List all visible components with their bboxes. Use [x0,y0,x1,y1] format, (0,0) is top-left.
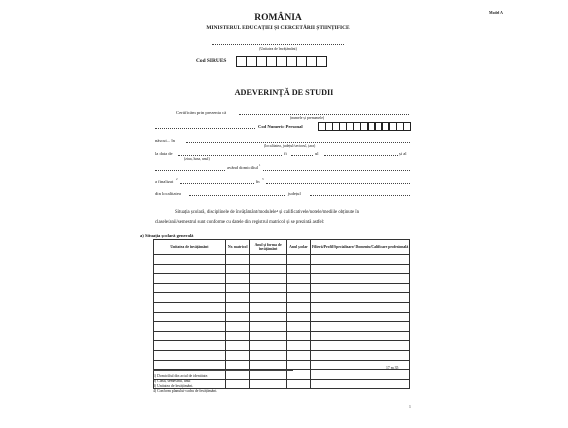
table-cell[interactable] [311,293,410,303]
table-cell[interactable] [250,341,286,351]
table-cell[interactable] [225,293,250,303]
table-cell[interactable] [154,293,226,303]
table-cell[interactable] [286,350,310,360]
table-cell[interactable] [250,274,286,284]
table-cell[interactable] [311,274,410,284]
county-text: județul [288,191,301,196]
name-hint: (numele și prenumele) [290,116,325,120]
table-cell[interactable] [154,331,226,341]
county-field[interactable] [310,195,410,196]
locality-field[interactable] [189,195,285,196]
father-name-field[interactable] [324,155,398,156]
cnp-boxes[interactable] [318,122,410,131]
table-cell[interactable] [250,293,286,303]
table-row [154,331,410,341]
unit-dotted-line [212,44,344,45]
document-title: ADEVERINȚĂ DE STUDII [234,88,334,97]
table-cell[interactable] [250,255,286,265]
table-cell[interactable] [286,312,310,322]
birthdate-field[interactable] [178,155,282,156]
footnote-1: 1) Domiciliul din actul de identitate. [153,374,209,378]
table-cell[interactable] [225,302,250,312]
table-cell[interactable] [225,341,250,351]
table-cell[interactable] [311,341,410,351]
domicile-field[interactable] [263,170,410,171]
table-cell[interactable] [311,312,410,322]
footnote-mark-3: 3 [262,177,264,181]
school-situation-table [153,239,410,389]
paragraph-line-2: clasele/anii/semestrul sunt conforme cu datele din registrul matricol și se prezintă astfel: [155,220,325,225]
table-cell[interactable] [286,274,310,284]
table-cell[interactable] [225,322,250,332]
table-cell[interactable] [225,255,250,265]
table-cell[interactable] [250,331,286,341]
table-cell[interactable] [286,293,310,303]
table-cell[interactable] [286,360,310,370]
table-cell[interactable] [225,283,250,293]
completed-text: a finalizat [155,179,174,184]
table-cell[interactable] [154,264,226,274]
table-cell[interactable] [311,255,410,265]
table-cell[interactable] [311,331,410,341]
table-cell[interactable] [154,302,226,312]
form-code: 17 m 35 [386,366,399,370]
table-cell[interactable] [225,379,250,389]
footnote-mark-1: 1 [259,163,261,167]
table-row [154,322,410,332]
col-header-school-year: Anul școlar [286,240,310,255]
gender-suffix-field[interactable] [291,155,313,156]
col-header-unit: Unitatea de învățământ [154,240,226,255]
table-cell[interactable] [311,370,410,380]
table-cell[interactable] [154,255,226,265]
domicile-text: având domiciliul [227,165,259,170]
table-row [154,283,410,293]
born-text: născut... în [155,138,175,143]
page-number: 1 [409,405,411,409]
certify-text: Certificăm prin prezenta că [176,110,227,115]
section-heading: a) Situația școlară generală [140,233,194,238]
table-cell[interactable] [286,255,310,265]
cnp-digit-box[interactable] [403,122,411,131]
table-cell[interactable] [311,302,410,312]
table-cell[interactable] [311,264,410,274]
of-text: ul [315,151,319,156]
table-cell[interactable] [250,322,286,332]
table-cell[interactable] [311,283,410,293]
paragraph-line-1: Situația școlară, disciplinele de învățământ/modulele⁴ și calificativele/notele/mediile obținute în [175,210,360,215]
table-cell[interactable] [286,341,310,351]
table-cell[interactable] [154,283,226,293]
father-son-text: fi [284,151,287,156]
birthplace-field[interactable] [186,142,410,143]
table-row [154,293,410,303]
table-cell[interactable] [154,350,226,360]
name-continued-field[interactable] [155,128,255,129]
table-cell[interactable] [250,283,286,293]
table-cell[interactable] [286,331,310,341]
table-row [154,255,410,265]
table-cell[interactable] [225,370,250,380]
sirues-digit-box[interactable] [316,56,327,67]
ministry-heading: MINISTERUL EDUCAȚIEI ȘI CERCETĂRII ȘTIINȚIFICE [206,25,350,31]
table-cell[interactable] [286,370,310,380]
table-cell[interactable] [225,274,250,284]
table-cell[interactable] [225,360,250,370]
table-cell[interactable] [250,350,286,360]
sirues-label: Cod SIRUES [196,58,227,64]
date-hint: (ziua, luna, anul) [184,157,210,161]
table-cell[interactable] [225,312,250,322]
table-row [154,312,410,322]
class-field[interactable] [180,183,254,184]
from-locality-text: din localitatea [155,191,181,196]
table-cell[interactable] [311,379,410,389]
locality-hint: (localitatea, județul/sectorul, țara) [264,144,316,148]
table-cell[interactable] [311,350,410,360]
table-cell[interactable] [311,322,410,332]
table-cell[interactable] [154,274,226,284]
table-header-row [154,240,410,255]
table-cell[interactable] [250,360,286,370]
col-header-specialization: Filieră/Profil/Specializare/ Domeniu/Calificare profesională [311,240,410,255]
table-cell[interactable] [154,360,226,370]
table-row [154,302,410,312]
name-field[interactable] [239,114,409,115]
footnote-mark-2: 2 [176,177,178,181]
sirues-code-boxes[interactable] [236,56,326,67]
footnote-2: 2) Clasa, semestrul, anul [153,379,191,383]
table-cell[interactable] [286,322,310,332]
table-cell[interactable] [225,264,250,274]
table-cell[interactable] [154,312,226,322]
table-cell[interactable] [250,302,286,312]
table-cell[interactable] [225,350,250,360]
cnp-label: Cod Numeric Personal [258,124,303,129]
table-cell[interactable] [250,264,286,274]
table-cell[interactable] [154,341,226,351]
mother-name-field[interactable] [155,170,225,171]
table-cell[interactable] [154,322,226,332]
table-row [154,360,410,370]
table-cell[interactable] [286,302,310,312]
and-text: și al [399,151,407,156]
footnote-3: 3) Unitatea de învățământ. [153,384,194,388]
in-text: în [256,179,260,184]
table-row [154,350,410,360]
table-cell[interactable] [250,379,286,389]
unit-hint: (Unitatea de învățământ) [259,47,297,51]
col-header-year-form: Anul și forma de învățământ [250,240,286,255]
table-cell[interactable] [225,331,250,341]
col-header-matricol: Nr. matricol [225,240,250,255]
table-row [154,274,410,284]
country-heading: ROMÂNIA [254,13,302,23]
table-cell[interactable] [286,264,310,274]
table-cell[interactable] [250,312,286,322]
table-row [154,264,410,274]
school-field[interactable] [266,183,410,184]
model-label: Model A [489,11,503,15]
table-cell[interactable] [286,283,310,293]
table-cell[interactable] [286,379,310,389]
footnote-separator [153,370,293,371]
table-row [154,341,410,351]
footnote-4: 4) Conform planului-cadru de învățământ. [153,389,218,393]
table-cell[interactable] [250,370,286,380]
on-date-text: la data de [155,151,173,156]
